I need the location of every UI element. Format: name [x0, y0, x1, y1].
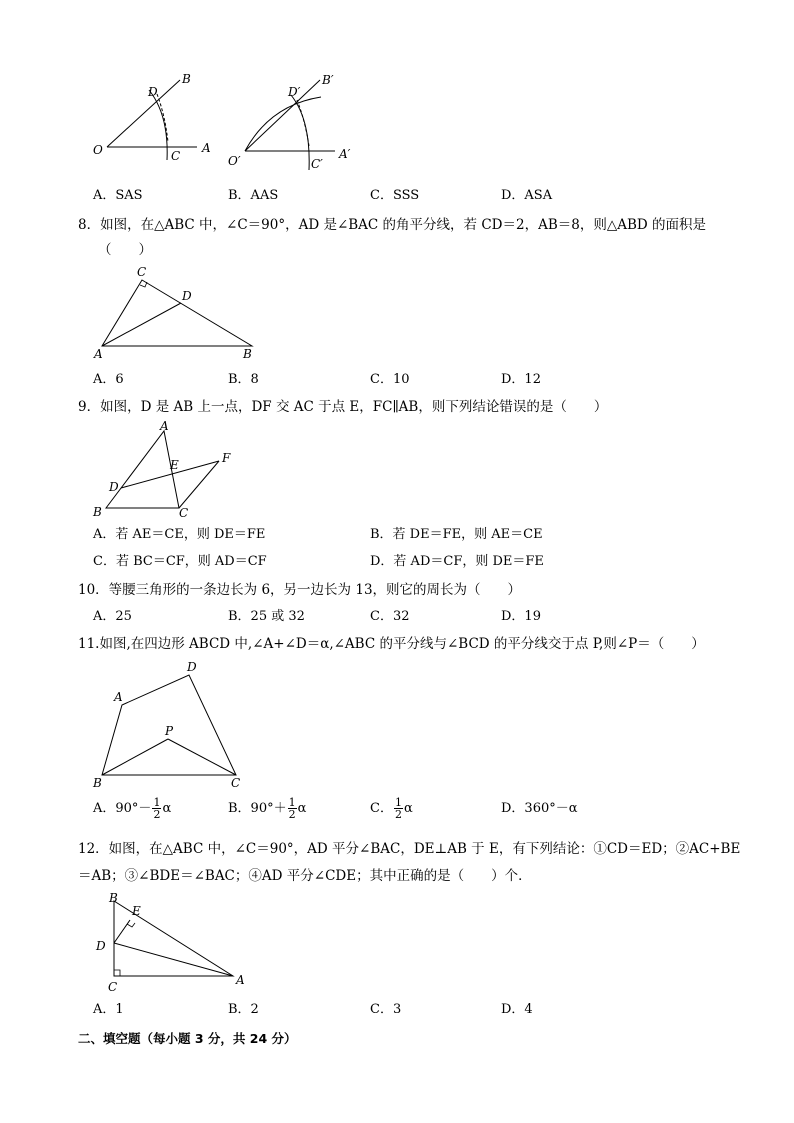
q7-label-D-prime: D′: [288, 85, 301, 99]
q11-label-P: P: [165, 724, 174, 738]
q11-option-c-prefix: C．: [370, 801, 393, 816]
q7-label-A: A: [202, 141, 211, 155]
q9-option-c[interactable]: C．若 BC＝CF，则 AD＝CF: [93, 554, 267, 569]
q8-option-d[interactable]: D．12: [501, 372, 541, 387]
q8-option-b[interactable]: B．8: [228, 372, 259, 387]
q12-option-b[interactable]: B．2: [228, 1002, 259, 1017]
q11-text: 11.如图,在四边形 ABCD 中,∠A+∠D＝α,∠ABC 的平分线与∠BCD 的平分线交于点 P,则∠P＝（ ）: [78, 636, 705, 652]
q10-option-c[interactable]: C．32: [370, 609, 410, 624]
q7-figure: [85, 70, 375, 175]
q12-option-a[interactable]: A．1: [93, 1002, 124, 1017]
q12-label-D: D: [96, 939, 106, 953]
q12-figure: [88, 890, 258, 1000]
q7-label-A-prime: A′: [339, 147, 351, 161]
q11-option-b-suffix: α: [297, 801, 307, 816]
q11-option-a-fraction: $\frac{1}{2}$: [153, 796, 161, 821]
q7-option-c[interactable]: C．SSS: [370, 188, 420, 203]
q8-text-line2: （ ）: [98, 242, 152, 258]
section-2-title: 二、填空题（每小题 3 分，共 24 分）: [78, 1031, 297, 1046]
q12-label-B: B: [109, 891, 118, 905]
q10-option-b[interactable]: B．25 或 32: [228, 609, 305, 624]
q7-option-d[interactable]: D．ASA: [501, 188, 553, 203]
q12-option-d[interactable]: D．4: [501, 1002, 533, 1017]
q11-option-b-prefix: B．90°＋: [228, 801, 287, 816]
q9-option-a[interactable]: A．若 AE＝CE，则 DE＝FE: [93, 527, 266, 542]
q9-label-E: E: [170, 458, 179, 472]
q11-option-a-suffix: α: [162, 801, 172, 816]
q12-text-line2: ＝AB；③∠BDE＝∠BAC；④AD 平分∠CDE；其中正确的是（ ）个．: [78, 868, 532, 884]
q12-label-C: C: [108, 980, 118, 994]
q7-label-O-prime: O′: [228, 154, 241, 168]
q11-option-c-fraction: $\frac{1}{2}$: [394, 796, 402, 821]
q9-label-B: B: [93, 505, 102, 519]
q8-figure: [85, 262, 275, 362]
q8-option-c[interactable]: C．10: [370, 372, 410, 387]
q12-option-c[interactable]: C．3: [370, 1002, 402, 1017]
q7-label-B: B: [182, 72, 191, 86]
q11-label-A: A: [114, 690, 123, 704]
q11-option-c-suffix: α: [403, 801, 413, 816]
q8-text-line1: 8．如图，在△ABC 中，∠C＝90°，AD 是∠BAC 的角平分线，若 CD＝2，AB＝8，则△ABD 的面积是: [78, 217, 707, 233]
q11-label-B: B: [93, 776, 102, 790]
q7-option-a[interactable]: A．SAS: [93, 188, 143, 203]
q10-option-a[interactable]: A．25: [93, 609, 132, 624]
q11-label-C: C: [231, 776, 241, 790]
q11-figure: [88, 655, 258, 790]
q10-text: 10．等腰三角形的一条边长为 6，另一边长为 13，则它的周长为（ ）: [78, 582, 522, 598]
q11-option-b[interactable]: [228, 795, 306, 823]
q11-option-a[interactable]: [93, 795, 171, 823]
q9-figure: [88, 420, 238, 520]
q8-label-D: D: [182, 289, 192, 303]
q11-option-d[interactable]: D．360°－α: [501, 801, 578, 816]
q9-label-C: C: [179, 506, 189, 520]
q8-label-B: B: [243, 347, 252, 361]
q9-text: 9．如图，D 是 AB 上一点，DF 交 AC 于点 E，FC∥AB，则下列结论错误的是（ ）: [78, 399, 608, 415]
q9-label-A: A: [160, 420, 169, 433]
q11-option-c[interactable]: [370, 795, 413, 823]
q12-text-line1: 12．如图，在△ABC 中，∠C＝90°，AD 平分∠BAC，DE⊥AB 于 E，有下列结论：①CD＝ED；②AC+BE: [78, 841, 741, 857]
q9-label-D: D: [109, 480, 119, 494]
q8-option-a[interactable]: A．6: [93, 372, 124, 387]
q7-label-C-prime: C′: [311, 157, 323, 171]
q12-label-A: A: [236, 973, 245, 987]
q7-label-D: D: [148, 85, 158, 99]
q12-label-E: E: [132, 904, 141, 918]
q8-label-C: C: [137, 265, 147, 279]
q11-label-D: D: [187, 660, 197, 674]
q7-label-B-prime: B′: [322, 73, 334, 87]
q10-option-d[interactable]: D．19: [501, 609, 541, 624]
q8-label-A: A: [94, 347, 103, 361]
q7-option-b[interactable]: B．AAS: [228, 188, 279, 203]
q9-option-d[interactable]: D．若 AD＝CF，则 DE＝FE: [370, 554, 544, 569]
q7-label-C: C: [171, 149, 181, 163]
q11-option-b-fraction: $\frac{1}{2}$: [288, 796, 296, 821]
q9-option-b[interactable]: B．若 DE＝FE，则 AE＝CE: [370, 527, 543, 542]
q9-label-F: F: [222, 451, 231, 465]
q7-label-O: O: [93, 143, 103, 157]
q11-option-a-prefix: A．90°－: [93, 801, 152, 816]
